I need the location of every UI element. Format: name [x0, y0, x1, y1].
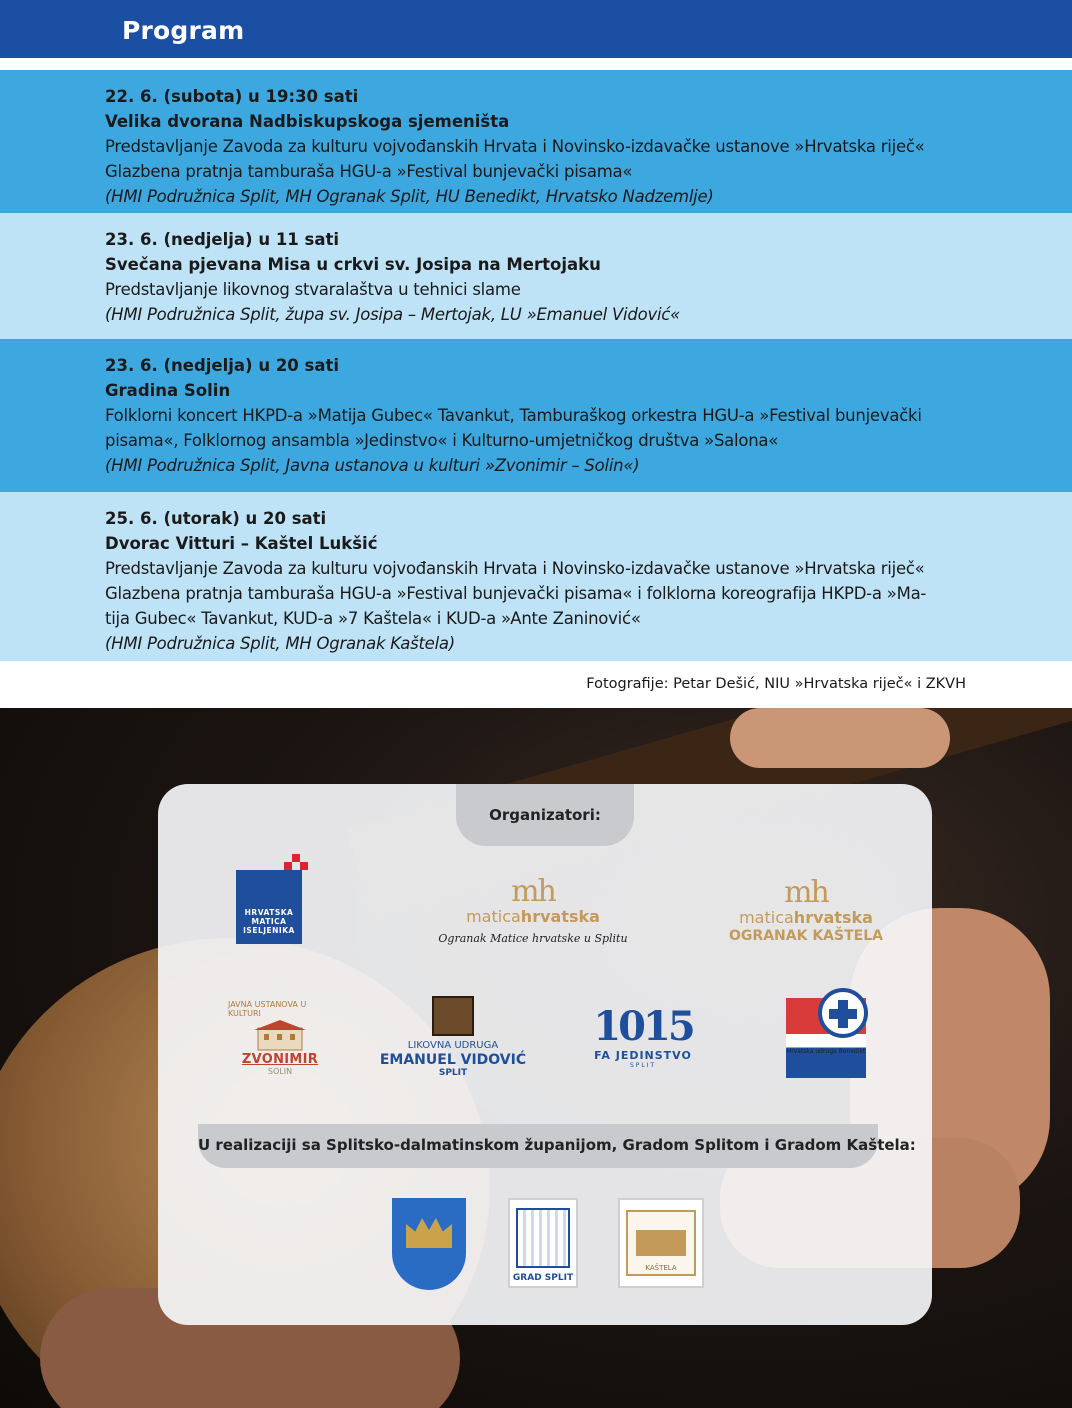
- kastela-logo: [618, 1198, 704, 1288]
- event-line: Predstavljanje Zavoda za kulturu vojvođanskih Hrvata i Novinsko-izdavačke ustanove »Hrvatska riječ«: [105, 137, 925, 156]
- hmi-logo: [232, 854, 308, 950]
- event-date: 23. 6. (nedjelja) u 20 sati: [105, 356, 340, 375]
- building-icon: [250, 1018, 310, 1052]
- mh-word-a: matica: [739, 907, 794, 927]
- realization-tab: [198, 1124, 916, 1168]
- event-venue: Svečana pjevana Misa u crkvi sv. Josipa na Mertojaku: [105, 255, 601, 274]
- zvonimir-place: SOLIN: [267, 1067, 293, 1076]
- zvonimir-arc: JAVNA USTANOVA U KULTURI: [228, 1000, 307, 1018]
- hand: [730, 708, 950, 768]
- mh-icon: mh: [784, 874, 828, 910]
- event-organizers: (HMI Podružnica Split, MH Ogranak Kaštela): [105, 634, 455, 653]
- mh-word-b: hrvatska: [793, 907, 873, 927]
- hmi-name: HRVATSKA MATICA ISELJENIKA: [243, 908, 295, 935]
- matica-hrvatska-split-logo: [428, 870, 638, 950]
- emanuel-vidovic-logo: [378, 992, 528, 1082]
- event-organizers: (HMI Podružnica Split, MH Ogranak Split, HU Benedikt, Hrvatsko Nadzemlje): [105, 187, 714, 206]
- kastela-caption: KAŠTELA: [645, 1264, 677, 1272]
- mh-word-b: hrvatska: [520, 906, 600, 926]
- event-line: tija Gubec« Tavankut, KUD-a »7 Kaštela« i KUD-a »Ante Zaninović«: [105, 609, 641, 628]
- photo-credits: Fotografije: Petar Dešić, NIU »Hrvatska riječ« i ZKVH: [586, 676, 966, 692]
- event-line: Glazbena pratnja tamburaša HGU-a »Festival bunjevački pisama« i folklorna koreografija HKPD-a »Ma-: [105, 584, 927, 603]
- event-line: Glazbena pratnja tamburaša HGU-a »Festival bunjevački pisama«: [105, 162, 633, 181]
- realization-label: U realizaciji sa Splitsko-dalmatinskom županijom, Gradom Splitom i Gradom Kaštela:: [198, 1136, 916, 1154]
- grad-split-caption: GRAD SPLIT: [512, 1273, 574, 1283]
- fa-jedinstvo-logo: [588, 992, 698, 1082]
- event-3: [0, 339, 1072, 492]
- event-line: Predstavljanje Zavoda za kulturu vojvođanskih Hrvata i Novinsko-izdavačke ustanove »Hrvatska riječ«: [105, 559, 925, 578]
- event-organizers: (HMI Podružnica Split, župa sv. Josipa – Mertojak, LU »Emanuel Vidović«: [105, 305, 681, 324]
- event-date: 22. 6. (subota) u 19:30 sati: [105, 87, 359, 106]
- mh-icon: mh: [511, 873, 555, 909]
- fa-name: FA JEDINSTVO: [594, 1049, 692, 1062]
- mh-kastela-subtitle: OGRANAK KAŠTELA: [729, 927, 883, 944]
- mh-wordmark: [466, 908, 600, 926]
- event-venue: Gradina Solin: [105, 381, 231, 400]
- event-line: Folklorni koncert HKPD-a »Matija Gubec« Tavankut, Tamburaškog orkestra HGU-a »Festival bunjevački: [105, 406, 922, 425]
- emv-line-1: LIKOVNA UDRUGA: [407, 1039, 499, 1051]
- portrait-icon: [432, 996, 474, 1036]
- fa-number: 1015: [593, 1003, 693, 1050]
- event-line: pisama«, Folklornog ansambla »Jedinstvo« i Kulturno-umjetničkog društva »Salona«: [105, 431, 779, 450]
- zvonimir-logo: [228, 990, 332, 1086]
- mh-split-subtitle: Ogranak Matice hrvatske u Splitu: [438, 931, 628, 945]
- city-crest-icon: [516, 1208, 570, 1268]
- page-title: Program: [122, 16, 245, 45]
- event-1: [0, 70, 1072, 213]
- castle-icon: [636, 1230, 686, 1256]
- event-date: 23. 6. (nedjelja) u 11 sati: [105, 230, 340, 249]
- event-organizers: (HMI Podružnica Split, Javna ustanova u kulturi »Zvonimir – Solin«): [105, 456, 640, 475]
- matica-hrvatska-kastela-logo: [726, 870, 886, 950]
- event-date: 25. 6. (utorak) u 20 sati: [105, 509, 327, 528]
- grad-split-logo: [508, 1198, 578, 1288]
- event-venue: Velika dvorana Nadbiskupskoga sjemeništa: [105, 112, 510, 131]
- event-2: [0, 213, 1072, 339]
- event-venue: Dvorac Vitturi – Kaštel Lukšić: [105, 534, 378, 553]
- organizers-label: Organizatori:: [489, 806, 601, 824]
- fa-place: SPLIT: [629, 1062, 657, 1069]
- header-bar: [0, 0, 1072, 62]
- emv-line-2: EMANUEL VIDOVIĆ: [379, 1051, 527, 1068]
- sponsors-panel: [158, 784, 932, 1325]
- organizers-tab: [456, 784, 634, 846]
- mh-word-a: matica: [466, 906, 521, 926]
- benedikt-caption: Hrvatska udruga Benedikt: [786, 1048, 866, 1055]
- mh-wordmark: [739, 909, 873, 927]
- event-4: [0, 492, 1072, 661]
- zvonimir-name: ZVONIMIR: [241, 1052, 319, 1067]
- cross-icon: [829, 1009, 857, 1019]
- benedikt-logo: [784, 988, 868, 1082]
- event-line: Predstavljanje likovnog stvaralaštva u tehnici slame: [105, 280, 521, 299]
- county-crest-logo: [392, 1198, 466, 1290]
- emv-line-3: SPLIT: [438, 1067, 468, 1078]
